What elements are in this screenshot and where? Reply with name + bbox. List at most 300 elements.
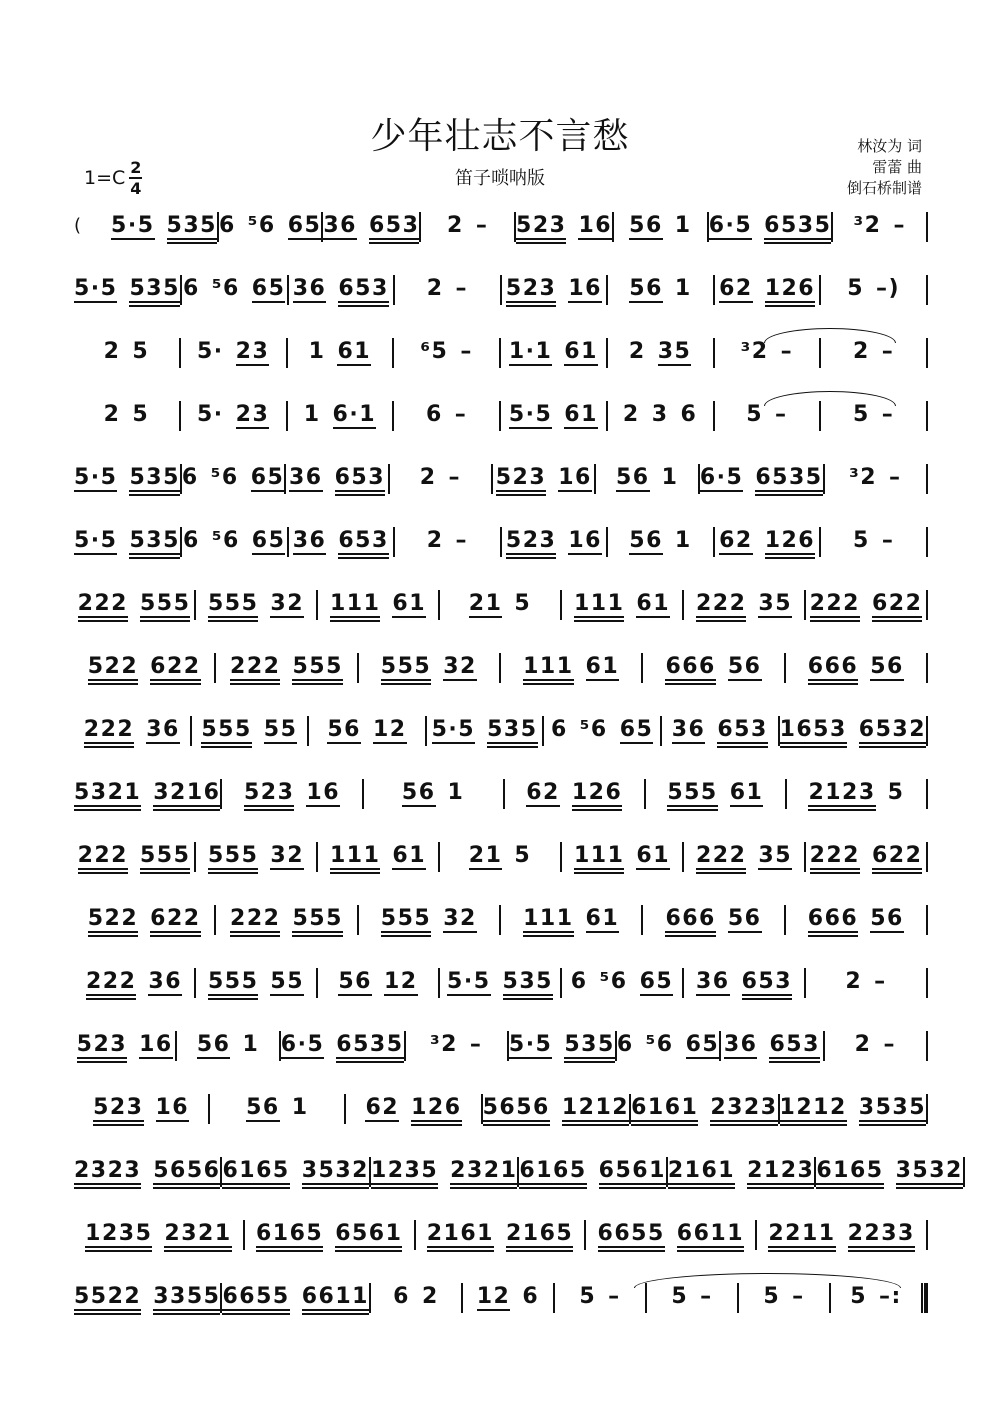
- note-group: ⁵6: [211, 528, 240, 553]
- barline: [926, 338, 928, 368]
- note-group: –: [608, 1284, 621, 1309]
- note-group: 6·5: [280, 1032, 325, 1057]
- note-group: 2: [447, 213, 464, 238]
- score-line: [74, 529, 928, 577]
- note-group: 12: [372, 717, 407, 742]
- note-group: 62: [719, 276, 753, 301]
- measure: [646, 781, 785, 807]
- measure: [780, 718, 926, 744]
- measure: [323, 214, 419, 240]
- measure: [555, 1285, 645, 1309]
- score-line: [74, 970, 928, 1018]
- note-group: 1212: [561, 1095, 630, 1120]
- note-group: 61: [636, 843, 671, 868]
- tie-slur: [764, 328, 896, 343]
- measure: [192, 718, 308, 744]
- barline: [926, 464, 928, 494]
- note-group: 56: [727, 654, 762, 679]
- measure: [74, 1159, 220, 1185]
- note-group: 23: [235, 339, 270, 364]
- score-line: [74, 844, 928, 892]
- note-group: 5: [132, 339, 150, 364]
- note-group: 6611: [301, 1284, 369, 1309]
- note-group: –: [874, 969, 887, 994]
- measure: [501, 907, 641, 933]
- note-group: 6611: [676, 1221, 745, 1246]
- measure: [395, 529, 500, 553]
- note-group: –: [454, 402, 468, 427]
- note-group: 523: [505, 528, 557, 553]
- note-group: 6535: [755, 465, 823, 490]
- note-group: 555: [140, 591, 191, 616]
- note-group: 535: [129, 528, 180, 553]
- score-line: [74, 403, 928, 451]
- measure: [821, 277, 926, 301]
- measure: [562, 970, 682, 996]
- note-group: 222: [85, 969, 137, 994]
- note-group: 222: [230, 654, 281, 679]
- measure: [463, 1285, 553, 1311]
- note-group: 36: [146, 717, 180, 742]
- note-group: 1: [674, 213, 692, 238]
- note-group: –: [893, 213, 906, 238]
- measure: [219, 214, 321, 240]
- note-group: 6: [550, 717, 568, 742]
- measure: [177, 1033, 278, 1059]
- note-group: 61: [585, 654, 620, 679]
- measure: [806, 970, 926, 994]
- barline: [926, 1220, 928, 1250]
- note-group: 56: [727, 906, 762, 931]
- time-signature: [129, 160, 142, 196]
- note-group: 666: [665, 654, 716, 679]
- note-group: 6535: [764, 213, 832, 238]
- measure: [833, 214, 926, 238]
- note-group: 222: [77, 843, 128, 868]
- measure: [74, 907, 214, 933]
- measure: [182, 466, 284, 492]
- measure: [608, 340, 713, 366]
- note-group: 5: [579, 1284, 597, 1309]
- note-group: 55: [263, 717, 298, 742]
- measure: [182, 277, 287, 303]
- note-group: 535: [564, 1032, 615, 1057]
- note-group: ⁵6: [211, 276, 240, 301]
- note-group: 35: [758, 843, 793, 868]
- score-line: [74, 1096, 928, 1144]
- note-group: 56: [870, 906, 904, 931]
- note-group: 3535: [858, 1095, 927, 1120]
- key-signature: [84, 160, 142, 196]
- note-group: 2323: [710, 1095, 778, 1120]
- measure: [421, 214, 514, 238]
- note-group: 56: [196, 1032, 231, 1057]
- note-group: 5: [671, 1284, 689, 1309]
- note-group: 5: [514, 591, 532, 616]
- score-line: [74, 214, 928, 262]
- score-line: [74, 1285, 928, 1333]
- measure: [406, 1033, 507, 1057]
- note-group: ⁵6: [599, 969, 628, 994]
- barline: [926, 968, 928, 998]
- measure: [309, 718, 425, 744]
- barline: [926, 653, 928, 683]
- note-group: 6: [570, 969, 588, 994]
- note-group: 522: [87, 906, 139, 931]
- measure: [74, 466, 180, 492]
- note-group: –: [883, 1032, 896, 1057]
- barline: [963, 1157, 965, 1187]
- note-group: 535: [129, 276, 180, 301]
- note-group: 622: [872, 591, 923, 616]
- note-group: 111: [523, 906, 574, 931]
- note-group: 535: [129, 465, 180, 490]
- measure: [647, 1285, 737, 1309]
- note-group: 111: [329, 843, 381, 868]
- note-group: 126: [571, 780, 623, 805]
- note-group: 653: [338, 528, 389, 553]
- note-group: 1653: [779, 717, 847, 742]
- time-bottom: 4: [130, 179, 142, 198]
- score-line: [74, 655, 928, 703]
- note-group: 2: [419, 465, 437, 490]
- note-group: 2: [426, 528, 444, 553]
- note-group: 2: [854, 1032, 872, 1057]
- note-group: 1·1: [508, 339, 553, 364]
- measure: [74, 655, 214, 681]
- score-line: [74, 466, 928, 514]
- note-group: 2321: [450, 1158, 518, 1183]
- note-group: 222: [809, 843, 860, 868]
- measure: [210, 1096, 344, 1122]
- note-group: ⁵6: [210, 465, 239, 490]
- measure: [831, 1285, 921, 1309]
- note-group: –: [792, 1284, 805, 1309]
- note-group: 622: [872, 843, 923, 868]
- measure: [519, 1159, 665, 1185]
- note-group: 666: [807, 906, 859, 931]
- note-group: 56: [629, 213, 663, 238]
- measure: [780, 1096, 926, 1122]
- note-group: 61: [636, 591, 671, 616]
- note-group: 653: [769, 1032, 820, 1057]
- note-group: 653: [338, 276, 389, 301]
- note-group: 36: [288, 465, 323, 490]
- note-group: 3355: [153, 1284, 221, 1309]
- measure: [608, 529, 713, 555]
- score-line: [74, 1222, 928, 1270]
- tie-slur: [634, 1273, 901, 1288]
- note-group: 6: [616, 1032, 634, 1057]
- note-group: 6165: [255, 1221, 324, 1246]
- measure: [74, 970, 194, 996]
- note-group: 111: [329, 591, 381, 616]
- note-group: 653: [741, 969, 793, 994]
- measure: [216, 655, 356, 681]
- note-group: 36: [292, 528, 327, 553]
- note-group: 5: [746, 402, 764, 427]
- tie-slur: [764, 391, 896, 406]
- note-group: –: [460, 339, 473, 364]
- barline: [926, 905, 928, 935]
- measure: [74, 277, 180, 303]
- measure: [608, 403, 713, 427]
- note-group: –: [881, 528, 895, 553]
- note-group: 5: [132, 402, 150, 427]
- measure: [786, 907, 926, 933]
- note-group: 1235: [85, 1221, 153, 1246]
- note-group: 36: [723, 1032, 758, 1057]
- measure: [501, 403, 606, 429]
- measure: [318, 844, 438, 870]
- note-group: 21: [468, 591, 503, 616]
- note-group: 6·5: [708, 213, 753, 238]
- score-subtitle: 笛子唢呐版: [455, 168, 545, 189]
- note-group: 35: [758, 591, 793, 616]
- note-group: 622: [150, 906, 201, 931]
- note-group: 61: [729, 780, 764, 805]
- note-group: 5: [887, 780, 905, 805]
- measure: [74, 403, 179, 427]
- measure: [74, 844, 194, 870]
- measure: [562, 844, 682, 870]
- measure: [182, 529, 287, 555]
- note-group: 6: [181, 465, 199, 490]
- measure: [684, 844, 804, 870]
- note-group: 6·5: [699, 465, 744, 490]
- barline: [926, 842, 928, 872]
- note-group: 1: [661, 465, 679, 490]
- note-group: 5·5: [508, 402, 553, 427]
- note-group: 36: [323, 213, 357, 238]
- barline: [926, 212, 928, 242]
- note-group: 5·5: [111, 213, 155, 238]
- note-group: 65: [251, 528, 286, 553]
- note-group: 61: [564, 402, 598, 427]
- note-group: 523: [93, 1095, 144, 1120]
- measure: [684, 970, 804, 996]
- measure: [74, 340, 179, 364]
- note-group: 5: [847, 276, 865, 301]
- barline: [926, 275, 928, 305]
- note-group: 36: [148, 969, 183, 994]
- note-group: 523: [243, 780, 295, 805]
- barline: [926, 1094, 928, 1124]
- note-group: 5·5: [74, 276, 118, 301]
- note-group: 1235: [370, 1158, 439, 1183]
- barline: [926, 527, 928, 557]
- measure: [364, 781, 503, 807]
- measure: [440, 844, 560, 870]
- note-group: 12: [384, 969, 418, 994]
- note-group: 16: [155, 1095, 190, 1120]
- note-group: 535: [166, 213, 217, 238]
- note-group: 5: [763, 1284, 781, 1309]
- note-group: –: [881, 402, 895, 427]
- note-group: 36: [671, 717, 706, 742]
- measure: [74, 1096, 208, 1122]
- note-group: 555: [207, 591, 259, 616]
- note-group: 5: [852, 402, 870, 427]
- measure: [821, 529, 926, 553]
- note-group: 2323: [74, 1158, 142, 1183]
- measure: [395, 277, 500, 301]
- measure: [502, 529, 607, 555]
- measure: [394, 403, 499, 427]
- barline: [926, 590, 928, 620]
- note-group: 6165: [222, 1158, 290, 1183]
- note-group: 5: [853, 528, 870, 553]
- time-top: 2: [130, 158, 142, 177]
- note-group: 222: [77, 591, 128, 616]
- measure: [288, 340, 393, 366]
- note-group: 61: [585, 906, 620, 931]
- note-group: 222: [695, 843, 747, 868]
- measure: [371, 1285, 461, 1309]
- measure: [74, 529, 180, 555]
- note-group: 16: [568, 276, 602, 301]
- note-group: 222: [83, 717, 135, 742]
- note-group: –): [876, 276, 901, 301]
- measure: [216, 907, 356, 933]
- note-group: 653: [334, 465, 386, 490]
- measure: [222, 1159, 368, 1185]
- note-group: ⁶5: [420, 339, 449, 364]
- note-group: 1: [242, 1032, 260, 1057]
- note-group: 2: [852, 339, 870, 364]
- note-group: 2: [426, 276, 444, 301]
- note-group: 555: [207, 969, 259, 994]
- note-group: 56: [870, 654, 904, 679]
- note-group: 2165: [505, 1221, 574, 1246]
- note-group: 2: [622, 402, 640, 427]
- score-line: [74, 1033, 928, 1081]
- measure: [501, 340, 606, 366]
- measure: [286, 466, 387, 492]
- measure: [371, 1159, 517, 1185]
- note-group: 56: [629, 528, 663, 553]
- note-group: 36: [292, 276, 327, 301]
- measure: [816, 1159, 962, 1185]
- note-group: 65: [251, 276, 286, 301]
- measure: [562, 592, 682, 618]
- note-group: 555: [667, 780, 718, 805]
- note-group: 523: [495, 465, 547, 490]
- note-group: 555: [201, 717, 252, 742]
- note-group: 36: [695, 969, 730, 994]
- lyricist-credit: 林汝为 词: [857, 137, 922, 155]
- note-group: 6: [522, 1284, 540, 1309]
- note-group: 2: [103, 339, 121, 364]
- note-group: 5·5: [508, 1032, 553, 1057]
- note-group: 5·: [196, 402, 224, 427]
- note-group: 522: [87, 654, 139, 679]
- measure: [318, 970, 438, 996]
- note-group: ⁵6: [579, 717, 608, 742]
- note-group: 5522: [74, 1284, 142, 1309]
- end-repeat-barline: [921, 1283, 928, 1313]
- score-line: [74, 277, 928, 325]
- note-group: 2: [845, 969, 863, 994]
- note-group: 5·5: [447, 969, 491, 994]
- measure: [786, 655, 926, 681]
- note-group: 32: [443, 906, 477, 931]
- note-group: –: [455, 528, 469, 553]
- note-group: 5·5: [431, 717, 476, 742]
- note-group: 6: [425, 402, 443, 427]
- score-line: [74, 592, 928, 640]
- note-group: 56: [629, 276, 663, 301]
- barline: [926, 401, 928, 431]
- measure: [505, 781, 644, 807]
- note-group: 5·5: [74, 528, 118, 553]
- measure: [700, 466, 823, 492]
- note-group: –: [780, 339, 794, 364]
- score-line: [74, 718, 928, 766]
- note-group: 126: [764, 276, 816, 301]
- measure: [222, 1285, 368, 1311]
- measure: [608, 277, 713, 303]
- note-group: 653: [717, 717, 768, 742]
- note-group: 523: [516, 213, 567, 238]
- measure: [501, 655, 641, 681]
- note-group: 3532: [895, 1158, 963, 1183]
- note-group: 1: [291, 1095, 309, 1120]
- note-group: 111: [573, 591, 625, 616]
- measure: [821, 403, 926, 427]
- note-group: 555: [292, 654, 343, 679]
- note-group: 2161: [667, 1158, 736, 1183]
- note-group: 5·5: [74, 465, 118, 490]
- note-group: 666: [665, 906, 716, 931]
- note-group: ³2: [849, 465, 878, 490]
- measure: [440, 970, 560, 996]
- barline: [926, 779, 928, 809]
- note-group: 62: [719, 528, 753, 553]
- note-group: 6561: [598, 1158, 666, 1183]
- note-group: 222: [809, 591, 860, 616]
- measure: [245, 1222, 414, 1248]
- note-group: 32: [270, 843, 305, 868]
- note-group: 2211: [768, 1221, 836, 1246]
- measure: [318, 592, 438, 618]
- measure: [596, 466, 697, 492]
- measure: [668, 1159, 814, 1185]
- note-group: ³2: [429, 1032, 458, 1057]
- note-group: –: [889, 465, 902, 490]
- measure: [181, 403, 286, 429]
- measure: [825, 1033, 926, 1057]
- note-group: 62: [526, 780, 560, 805]
- note-group: 653: [368, 213, 420, 238]
- note-group: 62: [365, 1095, 400, 1120]
- measure: [111, 214, 217, 240]
- note-group: 555: [380, 654, 432, 679]
- note-group: 61: [337, 339, 372, 364]
- measure: [289, 277, 394, 303]
- note-group: –: [700, 1284, 713, 1309]
- intro-paren: (: [74, 215, 82, 236]
- measure: [684, 592, 804, 618]
- measure: [821, 340, 926, 364]
- note-group: 6: [393, 1284, 410, 1309]
- measure: [586, 1222, 755, 1248]
- measure: [617, 1033, 719, 1059]
- credits: [847, 136, 922, 199]
- measure: [509, 1033, 615, 1059]
- note-group: 2: [103, 402, 121, 427]
- note-group: 5656: [153, 1158, 221, 1183]
